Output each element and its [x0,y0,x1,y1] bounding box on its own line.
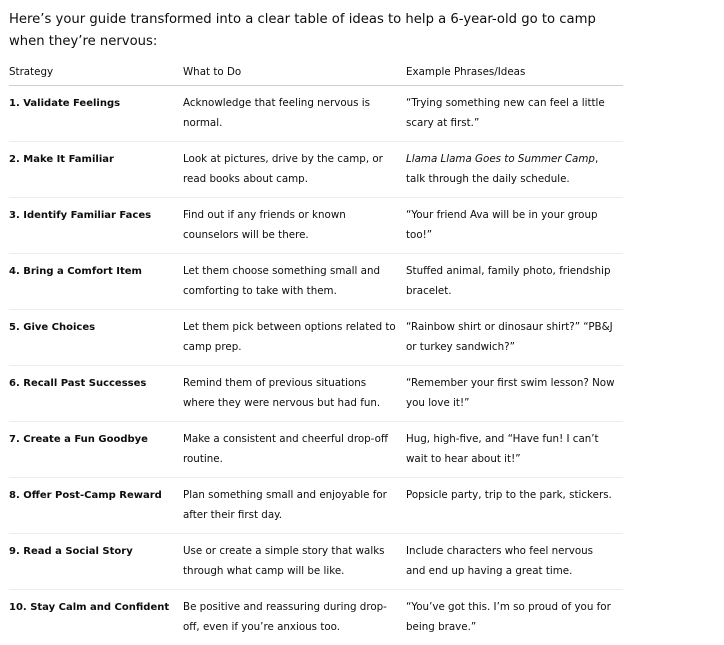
example-cell: “Rainbow shirt or dinosaur shirt?” “PB&J or turkey sandwich?” [406,310,623,366]
strategy-cell: 7. Create a Fun Goodbye [9,422,183,478]
example-cell: Hug, high-five, and “Have fun! I can’t wait to hear about it!” [406,422,623,478]
header-strategy: Strategy [9,61,183,86]
example-cell: “Your friend Ava will be in your group too!” [406,198,623,254]
table-row [9,86,623,142]
table-row [9,254,623,310]
example-text: , talk through the daily schedule. [406,153,598,185]
strategy-cell: 3. Identify Familiar Faces [9,198,183,254]
table-row [9,198,623,254]
what-cell: Let them choose something small and comforting to take with them. [183,254,406,310]
header-row [9,61,623,86]
what-cell: Find out if any friends or known counselors will be there. [183,198,406,254]
table-row [9,422,623,478]
example-cell: Popsicle party, trip to the park, stickers. [406,478,623,534]
strategy-cell: 4. Bring a Comfort Item [9,254,183,310]
table-row [9,142,623,198]
table-row [9,478,623,534]
what-cell: Remind them of previous situations where they were nervous but had fun. [183,366,406,422]
what-cell: Make a consistent and cheerful drop-off routine. [183,422,406,478]
what-cell: Plan something small and enjoyable for after their first day. [183,478,406,534]
example-cell: Include characters who feel nervous and end up having a great time. [406,534,623,590]
table-row [9,534,623,590]
table-row [9,310,623,366]
strategy-cell: 6. Recall Past Successes [9,366,183,422]
what-cell: Let them pick between options related to camp prep. [183,310,406,366]
strategy-cell: 1. Validate Feelings [9,86,183,142]
strategy-cell: 9. Read a Social Story [9,534,183,590]
table-header [9,61,623,86]
example-cell: “You’ve got this. I’m so proud of you for being brave.” [406,590,623,645]
strategy-cell: 8. Offer Post-Camp Reward [9,478,183,534]
table-body [9,86,623,645]
strategy-cell: 10. Stay Calm and Confident [9,590,183,645]
strategy-cell: 5. Give Choices [9,310,183,366]
book-title: Llama Llama Goes to Summer Camp [406,153,595,165]
strategy-cell: 2. Make It Familiar [9,142,183,198]
header-what-to-do: What to Do [183,61,406,86]
what-cell: Be positive and reassuring during drop-off, even if you’re anxious too. [183,590,406,645]
strategy-table [9,61,623,645]
what-cell: Use or create a simple story that walks through what camp will be like. [183,534,406,590]
example-cell: Stuffed animal, family photo, friendship bracelet. [406,254,623,310]
table-row [9,366,623,422]
intro-text: Here’s your guide transformed into a clear table of ideas to help a 6-year-old go to camp when they’re nervous: [9,9,609,53]
example-cell: “Trying something new can feel a little scary at first.” [406,86,623,142]
header-example: Example Phrases/Ideas [406,61,623,86]
example-cell [406,142,623,198]
what-cell: Acknowledge that feeling nervous is normal. [183,86,406,142]
table-row [9,590,623,645]
what-cell: Look at pictures, drive by the camp, or read books about camp. [183,142,406,198]
example-cell: “Remember your first swim lesson? Now you love it!” [406,366,623,422]
